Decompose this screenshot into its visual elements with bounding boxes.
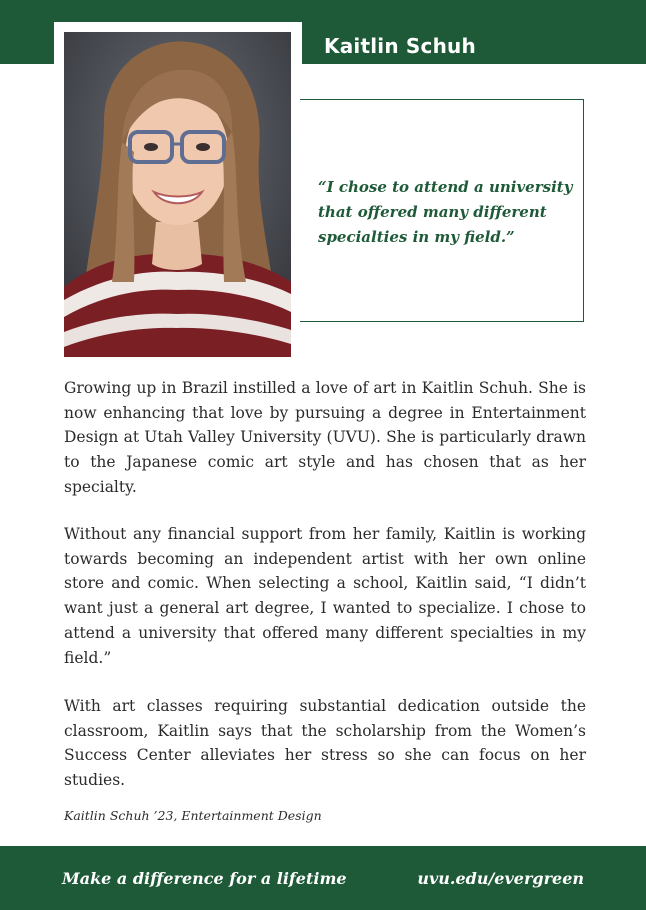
portrait-illustration bbox=[64, 32, 291, 357]
footer-url-link[interactable]: uvu.edu/evergreen bbox=[417, 869, 584, 888]
body-paragraph: With art classes requiring substantial dedication outside the classroom, Kaitlin says that the scholarship from the Women’s Success Center alleviates her stress so she can focus on her studies. bbox=[64, 697, 586, 790]
pull-quote: “I chose to attend a university that offered many different specialties in my field.” bbox=[318, 178, 573, 246]
student-name: Kaitlin Schuh bbox=[324, 34, 476, 58]
photo-caption: Kaitlin Schuh ’23, Entertainment Design bbox=[64, 808, 322, 823]
body-paragraph: Growing up in Brazil instilled a love of art in Kaitlin Schuh. She is now enhancing that love by pursuing a degree in Entertainment Design at Utah Valley University (UVU). She is particularly drawn to the Japanese comic art style and has chosen that as her specialty. bbox=[64, 379, 586, 496]
portrait-photo bbox=[64, 32, 291, 357]
footer-tagline: Make a difference for a lifetime bbox=[62, 869, 347, 888]
body-paragraph: Without any financial support from her family, Kaitlin is working towards becoming an independent artist with her own online store and comic. When selecting a school, Kaitlin said, “I didn’t want just a general art degree, I wanted to specialize. I chose to attend a university that offered many different specialties in my field.” bbox=[64, 525, 586, 667]
